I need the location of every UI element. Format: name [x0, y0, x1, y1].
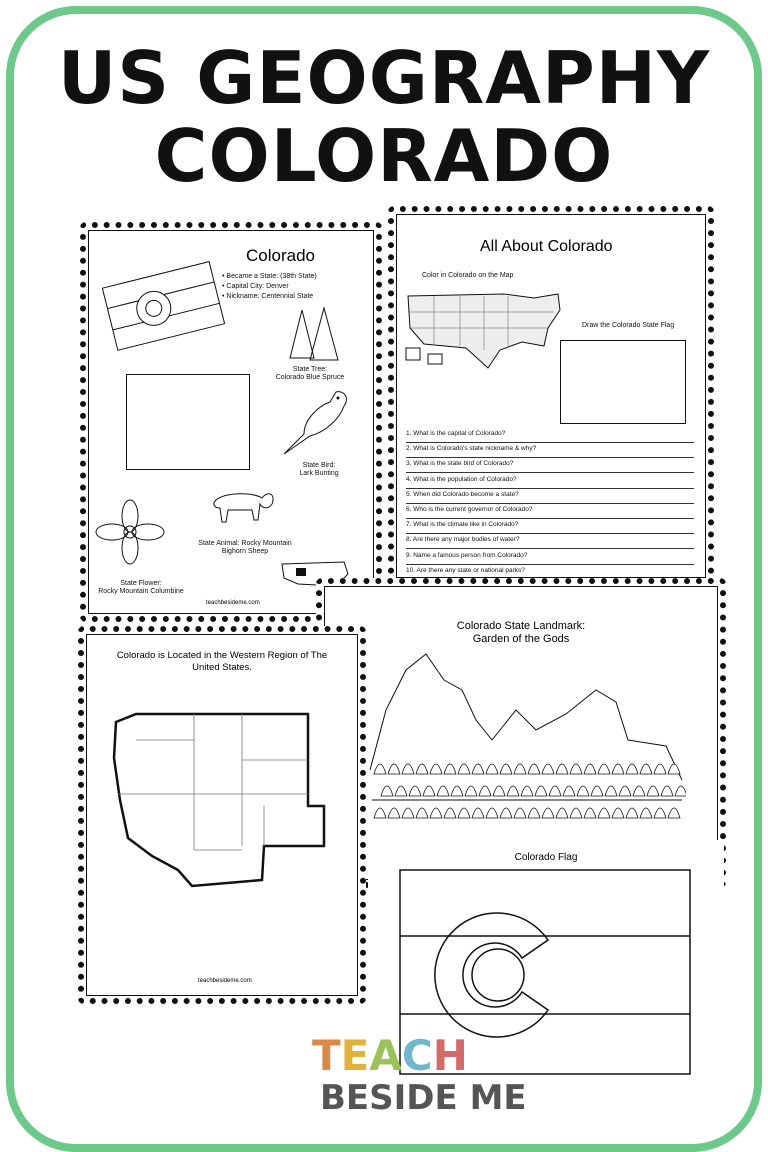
sheep-icon [206, 480, 278, 536]
page-subtitle: COLORADO [154, 114, 614, 198]
tree-icon [626, 764, 638, 774]
landmark-title-line2: Garden of the Gods [472, 633, 570, 645]
flag-label: Draw the Colorado State Flag [582, 322, 675, 329]
tree-icon [430, 808, 442, 818]
worksheet-western-region [78, 626, 366, 1004]
tree-icon [388, 764, 400, 774]
tree-icon [430, 764, 442, 774]
question-line: 2. What is Colorado's state nickname & why? [406, 445, 694, 458]
map-label: Color in Colorado on the Map [422, 272, 514, 279]
tree-icon [598, 808, 610, 818]
western-states-map [112, 710, 328, 896]
tree-icon [500, 808, 512, 818]
tree-icon [472, 808, 484, 818]
tree-icon [521, 786, 533, 796]
tree-icon [598, 764, 610, 774]
logo-beside-me: BESIDE ME [320, 1078, 527, 1118]
fact-list [222, 272, 317, 302]
tree-icon [472, 764, 484, 774]
bird-caption: State Bird: Lark Bunting [299, 462, 339, 477]
tree-icon [605, 786, 617, 796]
question-line: 10. Are there any state or national parks? [406, 567, 694, 580]
logo-teach [312, 1031, 468, 1080]
logo-letter: H [432, 1031, 468, 1080]
tree-icon [507, 786, 519, 796]
worksheet-colorado-facts [80, 222, 382, 622]
site-credit: teachbesideme.com [198, 978, 252, 984]
logo-letter: A [369, 1031, 402, 1080]
tree-icon [647, 786, 659, 796]
tree-icon [437, 786, 449, 796]
logo-letter: T [312, 1031, 341, 1080]
tree-icon [500, 764, 512, 774]
tree-icon [374, 808, 386, 818]
question-line: 9. Name a famous person from Colorado? [406, 552, 694, 565]
tree-icon [668, 808, 680, 818]
landmark-title-line1: Colorado State Landmark: [456, 620, 586, 632]
region-title: Colorado is Located in the Western Region of The United States. [116, 650, 328, 673]
tree-icon [556, 808, 568, 818]
tree-icon [675, 786, 686, 796]
state-outline [126, 374, 250, 470]
tree-icon [514, 764, 526, 774]
tree-icon [402, 764, 414, 774]
tree-icon [570, 808, 582, 818]
flag-outline-icon [98, 254, 228, 354]
tree-icon [584, 764, 596, 774]
animal-caption: State Animal: Rocky Mountain Bighorn Sheep [198, 540, 292, 555]
page-title: US GEOGRAPHY [57, 36, 711, 120]
flower-caption: State Flower: Rocky Mountain Columbine [98, 580, 184, 595]
bird-icon [274, 384, 354, 460]
us-map-icon [404, 288, 564, 372]
tree-icon [549, 786, 561, 796]
site-credit: teachbesideme.com [206, 600, 260, 606]
tree-icon [416, 764, 428, 774]
tree-icon [563, 786, 575, 796]
question-line: 3. What is the state bird of Colorado? [406, 460, 694, 473]
question-line: 4. What is the population of Colorado? [406, 476, 694, 489]
tree-icon [444, 808, 456, 818]
tree-icon [479, 786, 491, 796]
tree-icon [633, 786, 645, 796]
tree-icon [514, 808, 526, 818]
tree-icon [584, 808, 596, 818]
question-line: 8. Are there any major bodies of water? [406, 536, 694, 549]
tree-icon [612, 808, 624, 818]
fact-item: • Capital City: Denver [222, 283, 289, 290]
tree-icon [654, 764, 666, 774]
tree-icon [528, 808, 540, 818]
question-line: 1. What is the capital of Colorado? [406, 430, 694, 443]
tree-icon [458, 764, 470, 774]
tree-icon [465, 786, 477, 796]
sheet2-title: All About Colorado [480, 238, 613, 255]
tree-icon [668, 764, 680, 774]
tree-icon [654, 808, 666, 818]
tree-icon [395, 786, 407, 796]
tree-icon [626, 808, 638, 818]
worksheet-all-about-colorado [388, 206, 714, 586]
tree-icon [619, 786, 631, 796]
question-line: 5. When did Colorado become a state? [406, 491, 694, 504]
tree-icon [423, 786, 435, 796]
tree-icon [458, 808, 470, 818]
tree-icon [402, 808, 414, 818]
fact-item: • Nickname: Centennial State [222, 293, 314, 300]
tree-icon [381, 786, 393, 796]
tree-icon [528, 764, 540, 774]
tree-icon [612, 764, 624, 774]
tree-icon [556, 764, 568, 774]
question-line: 7. What is the climate like in Colorado? [406, 521, 694, 534]
landmark-title [316, 620, 726, 646]
tree-icon [577, 786, 589, 796]
tree-icon [493, 786, 505, 796]
tree-icon [535, 786, 547, 796]
flag-drawing-box [560, 340, 686, 424]
spruce-tree-icon [286, 306, 342, 366]
tree-icon [542, 808, 554, 818]
logo-letter: C [401, 1031, 433, 1080]
tree-icon [451, 786, 463, 796]
tree-icon [416, 808, 428, 818]
question-line: 6. Who is the current governor of Colorado? [406, 506, 694, 519]
tree-icon [409, 786, 421, 796]
tree-icon [486, 764, 498, 774]
logo-letter: E [340, 1031, 370, 1080]
tree-icon [444, 764, 456, 774]
tree-icon [640, 808, 652, 818]
tree-icon [661, 786, 673, 796]
tree-icon [486, 808, 498, 818]
tree-icon [591, 786, 603, 796]
garden-of-gods-drawing [366, 650, 686, 836]
sheet1-title: Colorado [246, 246, 315, 265]
tree-icon [570, 764, 582, 774]
fact-item: • Became a State: (38th State) [222, 273, 317, 280]
flag-title: Colorado Flag [514, 852, 578, 863]
tree-icon [388, 808, 400, 818]
columbine-flower-icon [94, 498, 166, 568]
tree-icon [374, 764, 386, 774]
tree-icon [542, 764, 554, 774]
tree-icon [640, 764, 652, 774]
tree-caption: State Tree: Colorado Blue Spruce [275, 366, 345, 381]
